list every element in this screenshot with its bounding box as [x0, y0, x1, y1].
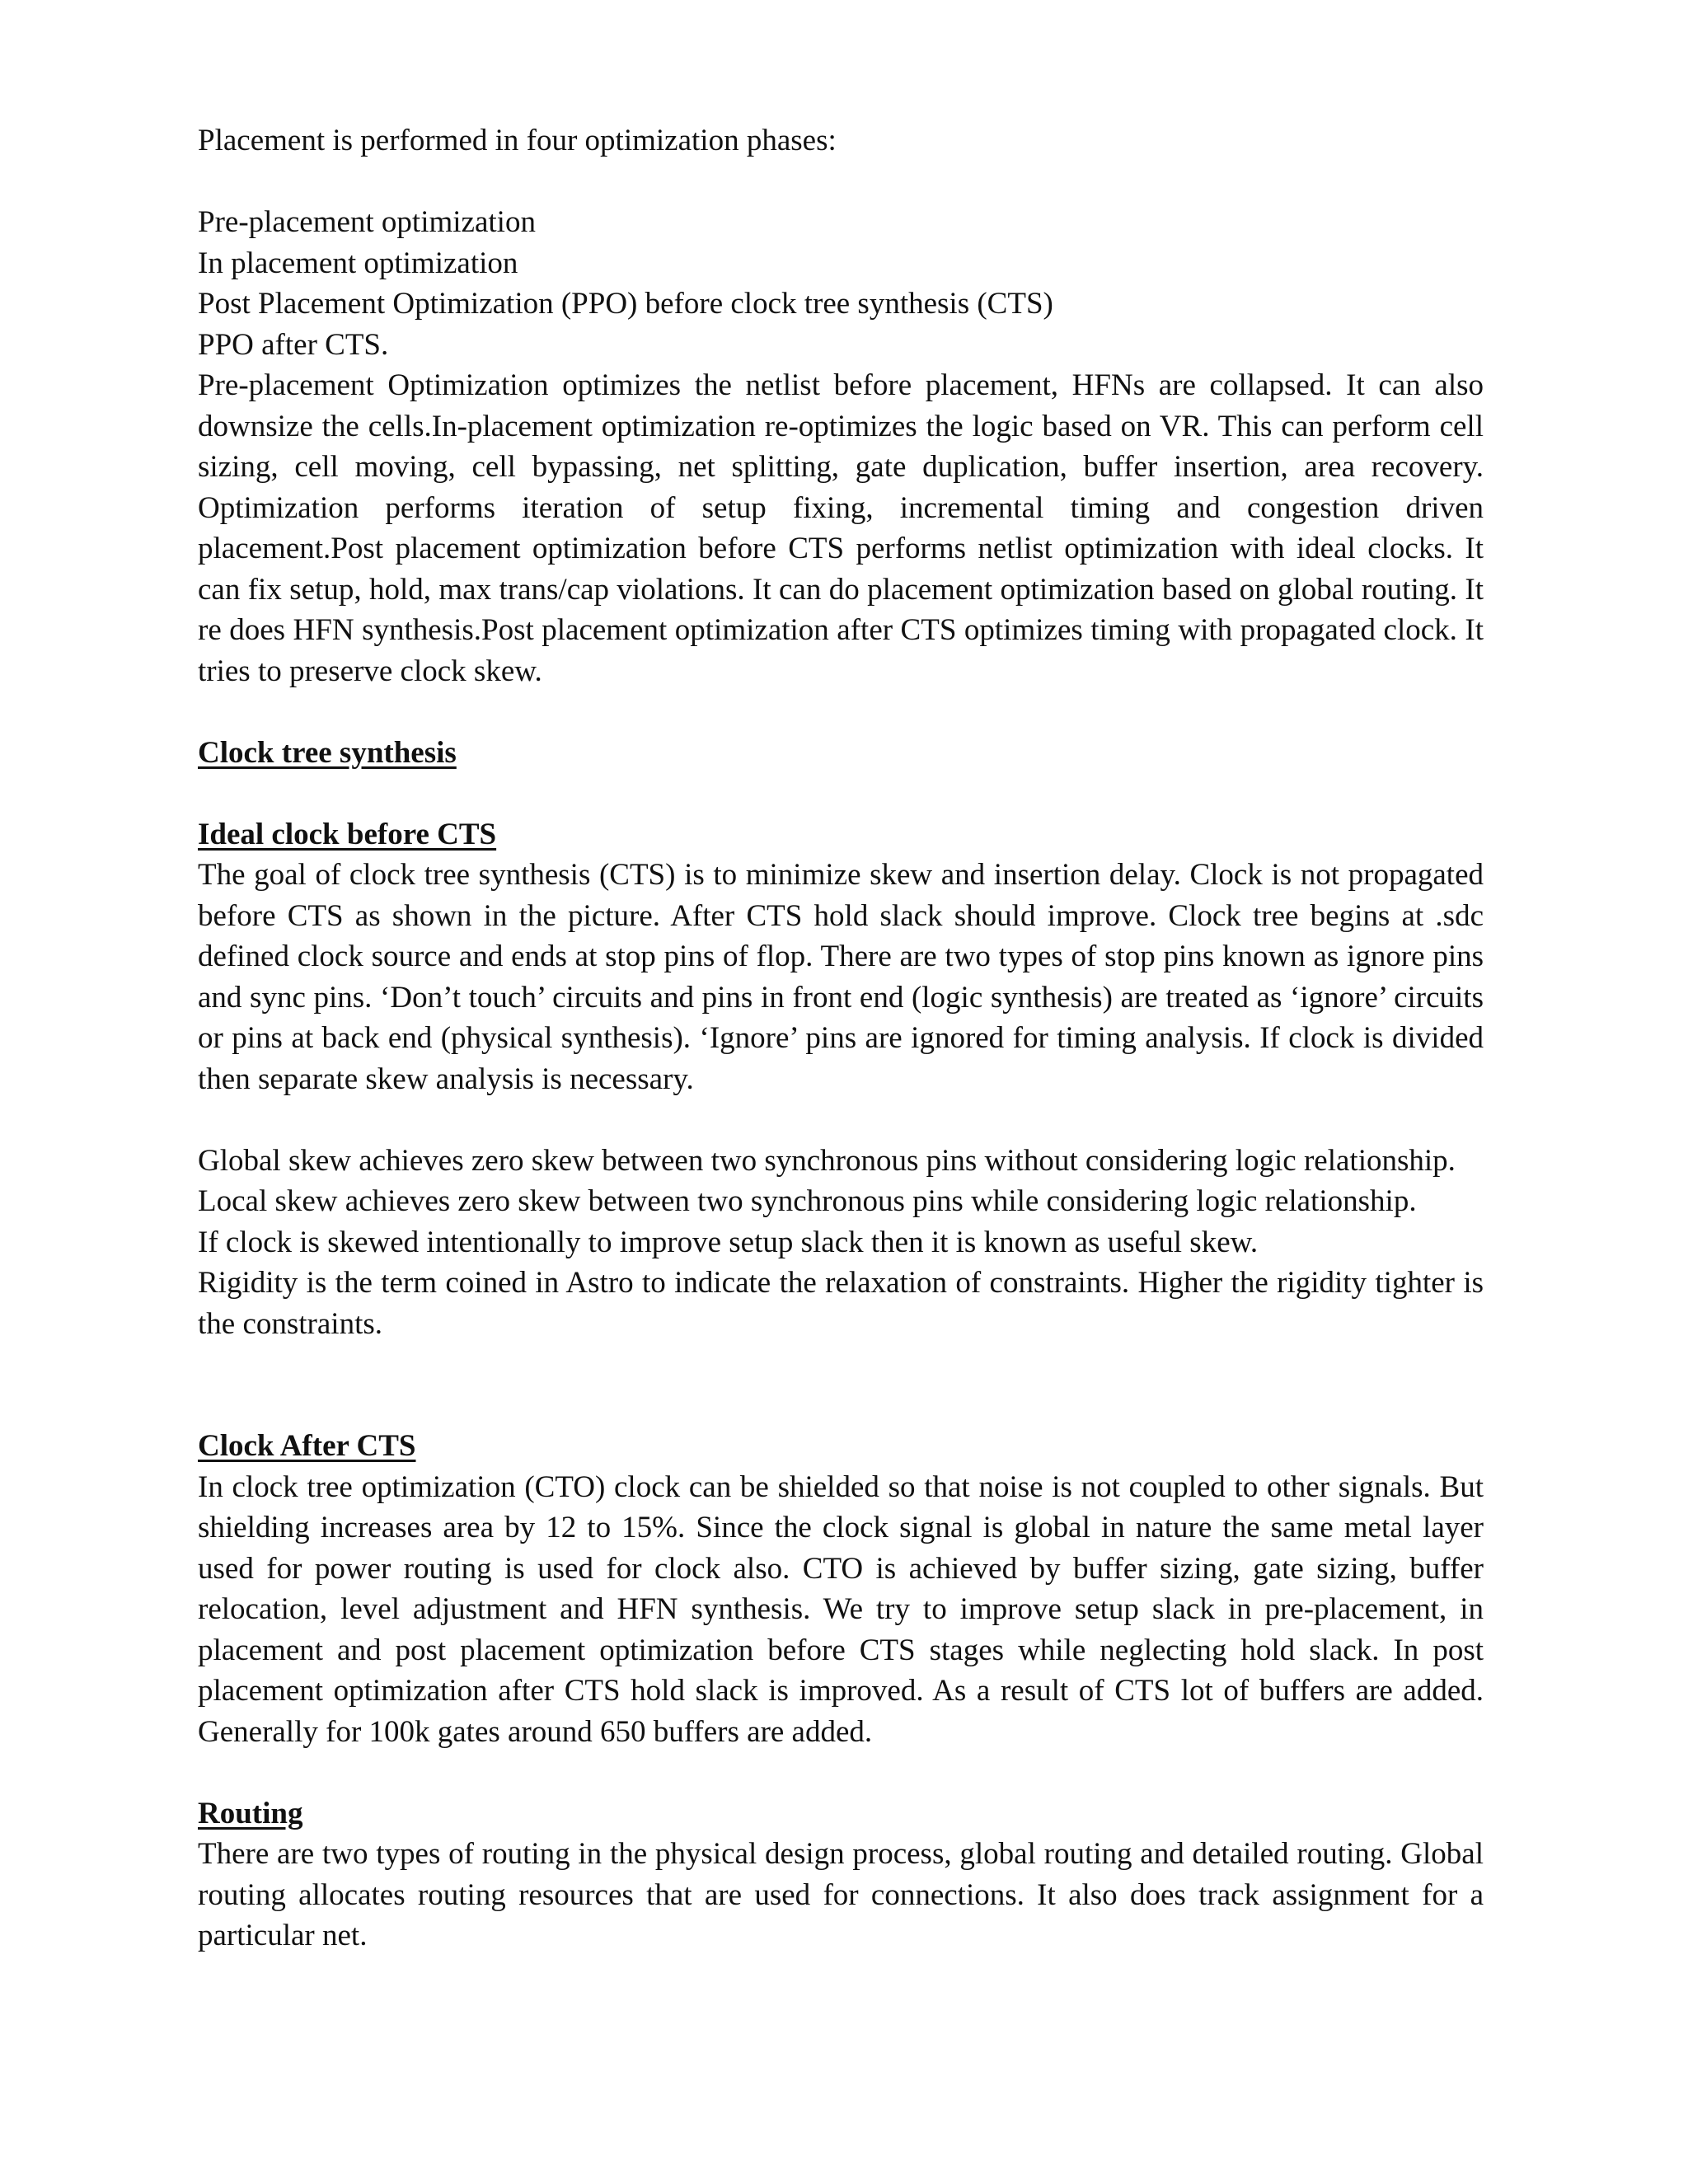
intro-text: Placement is performed in four optimization phases:	[198, 124, 837, 157]
phase-item-1: Pre-placement optimization	[198, 205, 536, 239]
routing-paragraph: There are two types of routing in the physical design process, global routing and detailed routing. Global routing allocates routing resources that are used for connections. It also does track assignment for a particular net.	[198, 1837, 1484, 1952]
useful-skew-paragraph: If clock is skewed intentionally to improve setup slack then it is known as useful skew.	[198, 1225, 1259, 1259]
phase-item-2: In placement optimization	[198, 246, 518, 280]
cts-heading: Clock tree synthesis	[198, 735, 457, 770]
placement-paragraph: Pre-placement Optimization optimizes the netlist before placement, HFNs are collapsed. It can also downsize the cells.In-placement optimization re-optimizes the logic based on VR. This can perform cell sizing, cell moving, cell bypassing, net splitting, gate duplication, buffer insertion, area recovery. Optimization performs iteration of setup fixing, incremental timing and congestion driven placement.Post placement optimization before CTS performs netlist optimization with ideal clocks. It can fix setup, hold, max trans/cap violations. It can do placement optimization based on global routing. It re does HFN synthesis.Post placement optimization after CTS optimizes timing with propagated clock. It tries to preserve clock skew.	[198, 368, 1484, 688]
clock-after-cts-paragraph: In clock tree optimization (CTO) clock can be shielded so that noise is not coupled to other signals. But shielding increases area by 12 to 15%. Since the clock signal is global in nature the same metal layer used for power routing is used for clock also. CTO is achieved by buffer sizing, gate sizing, buffer relocation, level adjustment and HFN synthesis. We try to improve setup slack in pre-placement, in placement and post placement optimization before CTS stages while neglecting hold slack. In post placement optimization after CTS hold slack is improved. As a result of CTS lot of buffers are added. Generally for 100k gates around 650 buffers are added.	[198, 1469, 1484, 1749]
local-skew-paragraph: Local skew achieves zero skew between two synchronous pins while considering logic relationship.	[198, 1184, 1417, 1218]
ideal-clock-paragraph: The goal of clock tree synthesis (CTS) is to minimize skew and insertion delay. Clock is not propagated before CTS as shown in the picture. After CTS hold slack should improve. Clock tree begins at .sdc defined clock source and ends at stop pins of flop. There are two types of stop pins known as ignore pins and sync pins. ‘Don’t touch’ circuits and pins in front end (logic synthesis) are treated as ‘ignore’ circuits or pins at back end (physical synthesis). ‘Ignore’ pins are ignored for timing analysis. If clock is divided then separate skew analysis is necessary.	[198, 858, 1484, 1096]
rigidity-paragraph: Rigidity is the term coined in Astro to indicate the relaxation of constraints. Higher the rigidity tighter is the constraints.	[198, 1266, 1484, 1341]
clock-after-cts-heading: Clock After CTS	[198, 1429, 416, 1463]
ideal-clock-heading: Ideal clock before CTS	[198, 817, 497, 851]
phase-item-3: Post Placement Optimization (PPO) before clock tree synthesis (CTS)	[198, 287, 1053, 321]
phase-item-4: PPO after CTS.	[198, 327, 389, 362]
document-page	[198, 120, 1484, 1957]
routing-heading: Routing	[198, 1796, 303, 1830]
global-skew-paragraph: Global skew achieves zero skew between two synchronous pins without considering logic relationship.	[198, 1143, 1456, 1178]
